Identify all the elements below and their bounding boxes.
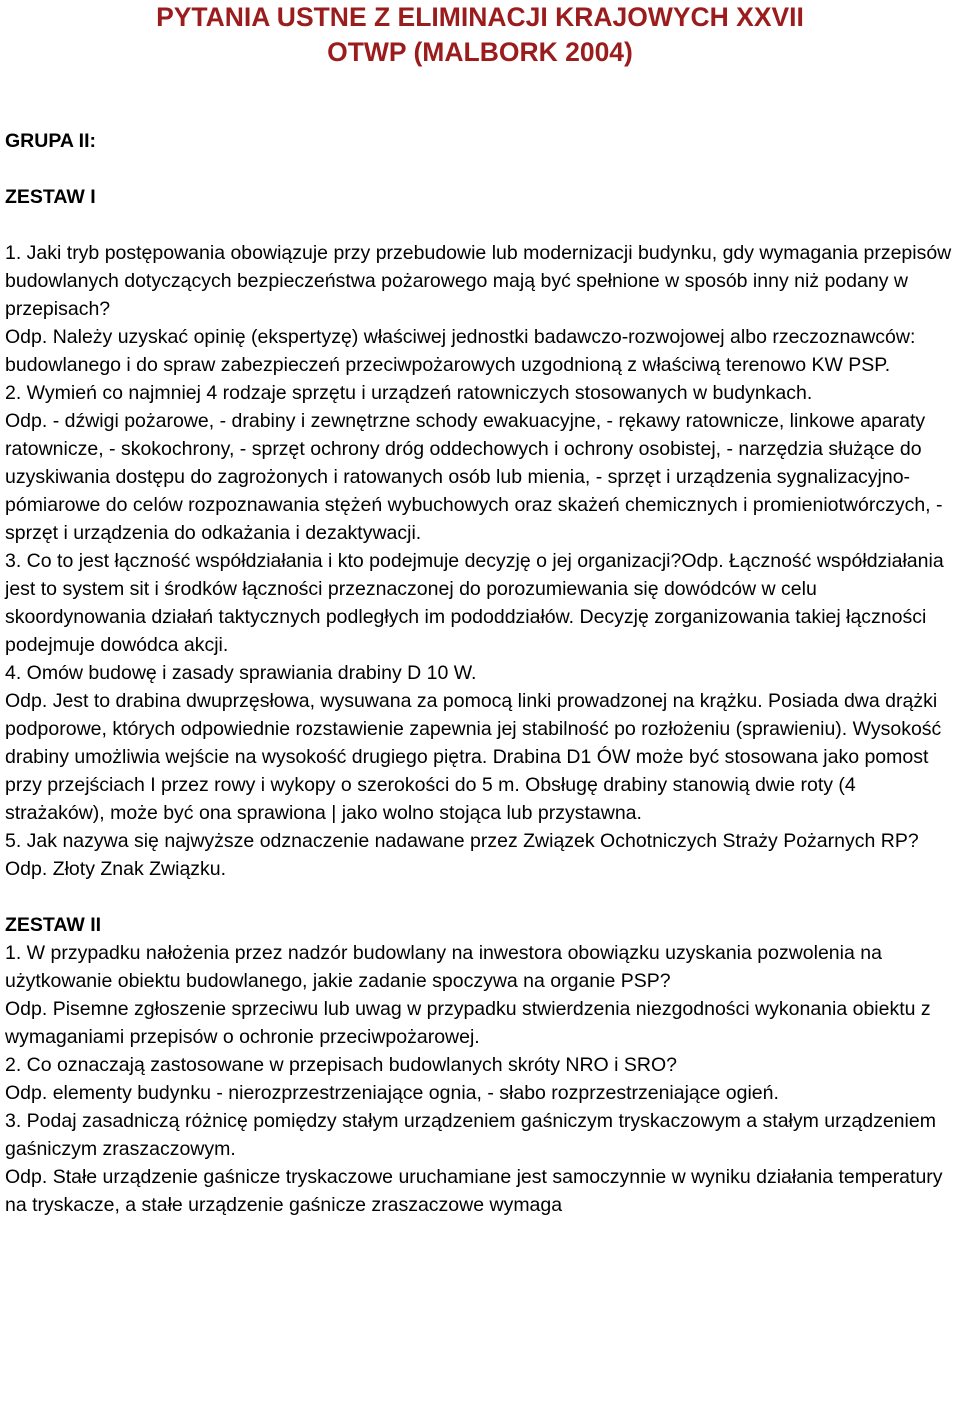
title-line-2: OTWP (MALBORK 2004)	[327, 37, 633, 67]
set-1-paragraph: 1. Jaki tryb postępowania obowiązuje przy przebudowie lub modernizacji budynku, gdy wymagania przepisów budowlanych dotyczących bezpieczeństwa pożarowego mają być spełnione w sposób inny niż podany w przepisach? Odp. Należy uzyskać opinię (ekspertyzę) właściwej jednostki badawczo-rozwojowej albo rzeczoznawców: budowlanego i do spraw zabezpieczeń przeciwpożarowych uzgodnioną z właściwą terenowo KW PSP. 2. Wymień co najmniej 4 rodzaje sprzętu i urządzeń ratowniczych stosowanych w budynkach. Odp. - dźwigi pożarowe, - drabiny i zewnętrzne schody ewakuacyjne, - rękawy ratownicze, linkowe aparaty ratownicze, - skokochrony, - sprzęt ochrony dróg oddechowych i ochrony osobistej, - narzędzia służące do uzyskiwania dostępu do zagrożonych i ratowanych osób lub mienia, - sprzęt i urządzenia sygnalizacyjno-pómiarowe do celów rozpoznawania stężeń wybuchowych oraz skażeń chemicznych i promieniotwórczych, - sprzęt i urządzenia do odkażania i dezaktywacji. 3. Co to jest łączność współdziałania i kto podejmuje decyzję o jej organizacji?Odp. Łączność współdziałania jest to system sit i środków łączności przeznaczonej do porozumiewania się dowódców w celu skoordynowania działań taktycznych podległych im pododdziałów. Decyzję zorganizowania takiej łączności podejmuje dowódca akcji. 4. Omów budowę i zasady sprawiania drabiny D 10 W. Odp. Jest to drabina dwuprzęsłowa, wysuwana za pomocą linki prowadzonej na krążku. Posiada dwa drążki podporowe, których odpowiednie rozstawienie zapewnia jej stabilność po rozłożeniu (sprawieniu). Wysokość drabiny umożliwia wejście na wysokość drugiego piętra. Drabina D1 ÓW może być stosowana jako pomost przy przejściach I przez rowy i wykopy o szerokości do 5 m. Obsługę drabiny stanowią dwie roty (4 strażaków), może być ona sprawiona | jako wolno stojąca lub przystawna. 5. Jak nazywa się najwyższe odznaczenie nadawane przez Związek Ochotniczych Straży Pożarnych RP? Odp. Złoty Znak Związku.	[5, 242, 952, 880]
set-2-paragraph: 1. W przypadku nałożenia przez nadzór budowlany na inwestora obowiązku uzyskania pozwolenia na użytkowanie obiektu budowlanego, jakie zadanie spoczywa na organie PSP? Odp. Pisemne zgłoszenie sprzeciwu lub uwag w przypadku stwierdzenia niezgodności wykonania obiektu z wymaganiami przepisów o ochronie przeciwpożarowej. 2. Co oznaczają zastosowane w przepisach budowlanych skróty NRO i SRO? Odp. elementy budynku - nierozprzestrzeniające ognia, - słabo rozprzestrzeniające ogień. 3. Podaj zasadniczą różnicę pomiędzy stałym urządzeniem gaśniczym tryskaczowym a stałym urządzeniem gaśniczym zraszaczowym. Odp. Stałe urządzenie gaśnicze tryskaczowe uruchamiane jest samoczynnie w wyniku działania temperatury na tryskacze, a stałe urządzenie gaśnicze zraszaczowe wymaga	[5, 942, 943, 1216]
set-2-content	[5, 939, 955, 1219]
group-heading: GRUPA II:	[5, 130, 96, 152]
title-line-1: PYTANIA USTNE Z ELIMINACJI KRAJOWYCH XXVII	[156, 2, 804, 32]
document-title	[5, 0, 955, 70]
document-page	[5, 0, 955, 1219]
set-2-heading: ZESTAW II	[5, 914, 102, 936]
set-1-heading: ZESTAW I	[5, 186, 96, 208]
set-1-content	[5, 239, 955, 883]
